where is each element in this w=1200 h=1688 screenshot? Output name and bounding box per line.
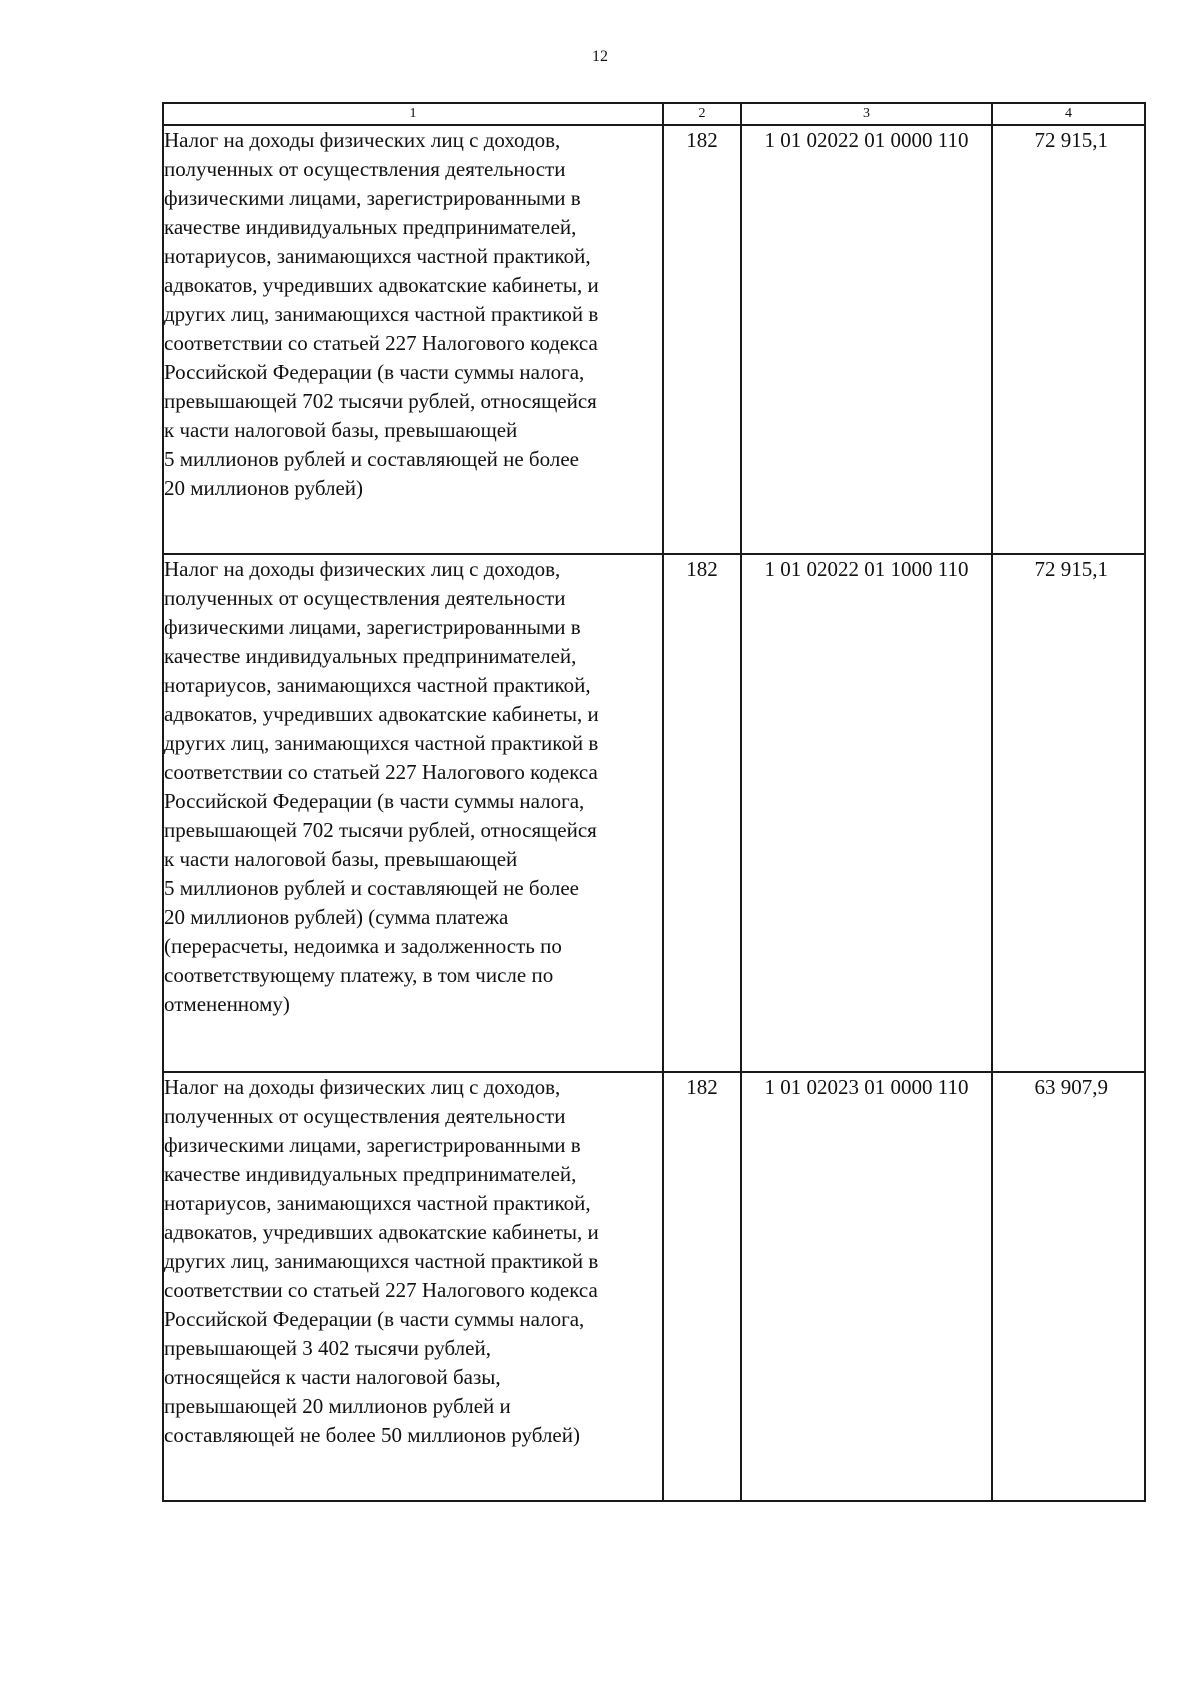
column-header-3: 3 xyxy=(741,103,992,125)
row-kbk-code: 1 01 02022 01 1000 110 xyxy=(741,554,992,1072)
row-amount: 72 915,1 xyxy=(992,125,1145,554)
row-description: Налог на доходы физических лиц с доходов, полученных от осуществления деятельности физическими лицами, зарегистрированными в качестве индивидуальных предпринимателей, нотариусов, занимающихся частной практикой, адвокатов, учредивших адвокатские кабинеты, и других лиц, занимающихся частной практикой в соответствии со статьей 227 Налогового кодекса Российской Федерации (в части суммы налога, превышающей 702 тысячи рублей, относящейся к части налоговой базы, превышающей 5 миллионов рублей и составляющей не более 20 миллионов рублей) xyxy=(163,125,663,554)
row-amount: 72 915,1 xyxy=(992,554,1145,1072)
column-header-1: 1 xyxy=(163,103,663,125)
table-row xyxy=(163,554,1145,1072)
table-row xyxy=(163,1072,1145,1501)
table-row xyxy=(163,125,1145,554)
column-header-2: 2 xyxy=(663,103,741,125)
row-description: Налог на доходы физических лиц с доходов, полученных от осуществления деятельности физическими лицами, зарегистрированными в качестве индивидуальных предпринимателей, нотариусов, занимающихся частной практикой, адвокатов, учредивших адвокатские кабинеты, и других лиц, занимающихся частной практикой в соответствии со статьей 227 Налогового кодекса Российской Федерации (в части суммы налога, превышающей 702 тысячи рублей, относящейся к части налоговой базы, превышающей 5 миллионов рублей и составляющей не более 20 миллионов рублей) (сумма платежа (перерасчеты, недоимка и задолженность по соответствующему платежу, в том числе по отмененному) xyxy=(163,554,663,1072)
column-number-row xyxy=(163,103,1145,125)
row-kbk-code: 1 01 02022 01 0000 110 xyxy=(741,125,992,554)
row-kbk-code: 1 01 02023 01 0000 110 xyxy=(741,1072,992,1501)
row-amount: 63 907,9 xyxy=(992,1072,1145,1501)
row-admin-code: 182 xyxy=(663,1072,741,1501)
row-admin-code: 182 xyxy=(663,125,741,554)
page-number: 12 xyxy=(592,48,608,65)
revenue-table xyxy=(162,102,1146,1502)
row-description: Налог на доходы физических лиц с доходов, полученных от осуществления деятельности физическими лицами, зарегистрированными в качестве индивидуальных предпринимателей, нотариусов, занимающихся частной практикой, адвокатов, учредивших адвокатские кабинеты, и других лиц, занимающихся частной практикой в соответствии со статьей 227 Налогового кодекса Российской Федерации (в части суммы налога, превышающей 3 402 тысячи рублей, относящейся к части налоговой базы, превышающей 20 миллионов рублей и составляющей не более 50 миллионов рублей) xyxy=(163,1072,663,1501)
row-admin-code: 182 xyxy=(663,554,741,1072)
column-header-4: 4 xyxy=(992,103,1145,125)
